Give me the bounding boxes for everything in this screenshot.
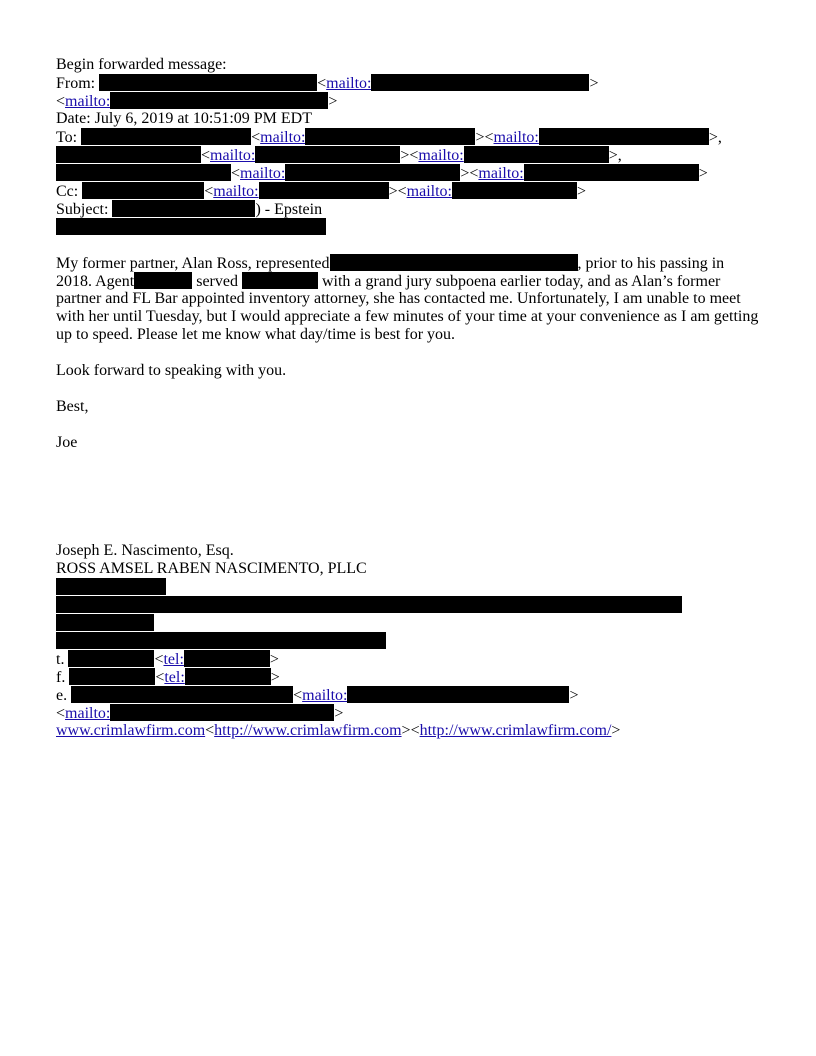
signature-firm: ROSS AMSEL RABEN NASCIMENTO, PLLC (56, 560, 367, 577)
redaction (71, 686, 293, 703)
mailto-link[interactable]: mailto: (302, 687, 348, 704)
redaction (56, 632, 386, 649)
subject-label: Subject: (56, 201, 109, 218)
body-line: partner and FL Bar appointed inventory attorney, she has contacted me. Unfortunately, I am unable to meet (56, 290, 741, 307)
body-paragraph: Look forward to speaking with you. (56, 362, 287, 379)
to-line-3: <mailto: ><mailto: > (56, 164, 766, 182)
cc-label: Cc: (56, 183, 79, 200)
from-line-cont: <mailto: > (56, 93, 338, 110)
forward-intro: Begin forwarded message: (56, 56, 227, 73)
date-line: Date: July 6, 2019 at 10:51:09 PM EDT (56, 110, 312, 127)
mailto-link[interactable]: mailto: (406, 183, 452, 200)
mailto-link[interactable]: mailto: (326, 75, 372, 92)
to-line: To: <mailto: ><mailto: >, (56, 129, 722, 146)
body-line: 2018. Agent served with a grand jury subpoena earlier today, and as Alan’s former (56, 273, 721, 290)
mailto-link[interactable]: mailto: (213, 183, 259, 200)
mailto-link[interactable]: mailto: (210, 147, 256, 164)
redaction (110, 704, 334, 721)
mailto-link[interactable]: mailto: (478, 165, 524, 182)
redaction (464, 146, 609, 163)
redaction (452, 182, 577, 199)
redaction (539, 128, 709, 145)
sig-email-cont: <mailto: > (56, 705, 344, 722)
body-line: up to speed. Please let me know what day/time is best for you. (56, 326, 456, 343)
mailto-link[interactable]: mailto: (418, 147, 464, 164)
redaction (56, 578, 166, 595)
redaction (305, 128, 475, 145)
website-http-link[interactable]: http://www.crimlawfirm.com (214, 722, 402, 739)
mailto-link[interactable]: mailto: (65, 93, 111, 110)
redaction (259, 182, 389, 199)
from-label: From: (56, 75, 96, 92)
subject-line-2 (56, 218, 766, 236)
subject-line (56, 200, 766, 218)
mailto-link[interactable]: mailto: (493, 129, 539, 146)
redaction (56, 596, 682, 613)
redaction (81, 128, 251, 145)
sig-fax: f. <tel: > (56, 669, 280, 686)
redaction (56, 614, 154, 631)
sig-phone: t. <tel: > (56, 651, 279, 668)
tel-link[interactable]: tel: (163, 651, 184, 668)
website-link[interactable]: www.crimlawfirm.com (56, 722, 206, 739)
body-line: with her until Tuesday, but I would appreciate a few minutes of your time at your convenience as I am getting (56, 308, 759, 325)
body-line: My former partner, Alan Ross, represented , prior to his passing in (56, 255, 725, 272)
to-line-2: <mailto: ><mailto: >, (56, 146, 766, 164)
redaction (524, 164, 699, 181)
redaction (99, 74, 317, 91)
redaction (56, 146, 201, 163)
tel-link[interactable]: tel: (164, 669, 185, 686)
redaction (56, 218, 326, 235)
redaction (285, 164, 460, 181)
redaction (110, 92, 328, 109)
redaction (56, 164, 231, 181)
from-line: From: <mailto: > (56, 75, 599, 92)
redaction (255, 146, 400, 163)
redaction (184, 650, 270, 667)
redaction (330, 254, 578, 271)
subject-suffix: ) - Epstein (255, 201, 323, 218)
redaction (347, 686, 569, 703)
redaction (242, 272, 318, 289)
email-document (56, 56, 766, 740)
sig-email: e. <mailto: > (56, 687, 579, 704)
to-label: To: (56, 129, 78, 146)
website-http-slash-link[interactable]: http://www.crimlawfirm.com/ (419, 722, 612, 739)
redaction (134, 272, 192, 289)
redaction (371, 74, 589, 91)
mailto-link[interactable]: mailto: (65, 705, 111, 722)
redaction (82, 182, 204, 199)
redaction (69, 668, 155, 685)
mailto-link[interactable]: mailto: (240, 165, 286, 182)
sig-website: www.crimlawfirm.com<http://www.crimlawfirm.com><http://www.crimlawfirm.com/> (56, 722, 621, 739)
mailto-link[interactable]: mailto: (260, 129, 306, 146)
redaction (112, 200, 255, 217)
redaction (185, 668, 271, 685)
cc-line: Cc: <mailto: ><mailto: > (56, 183, 586, 200)
closing: Best, (56, 398, 89, 415)
redaction (68, 650, 154, 667)
signature-name: Joseph E. Nascimento, Esq. (56, 542, 234, 559)
sender-name: Joe (56, 434, 78, 451)
